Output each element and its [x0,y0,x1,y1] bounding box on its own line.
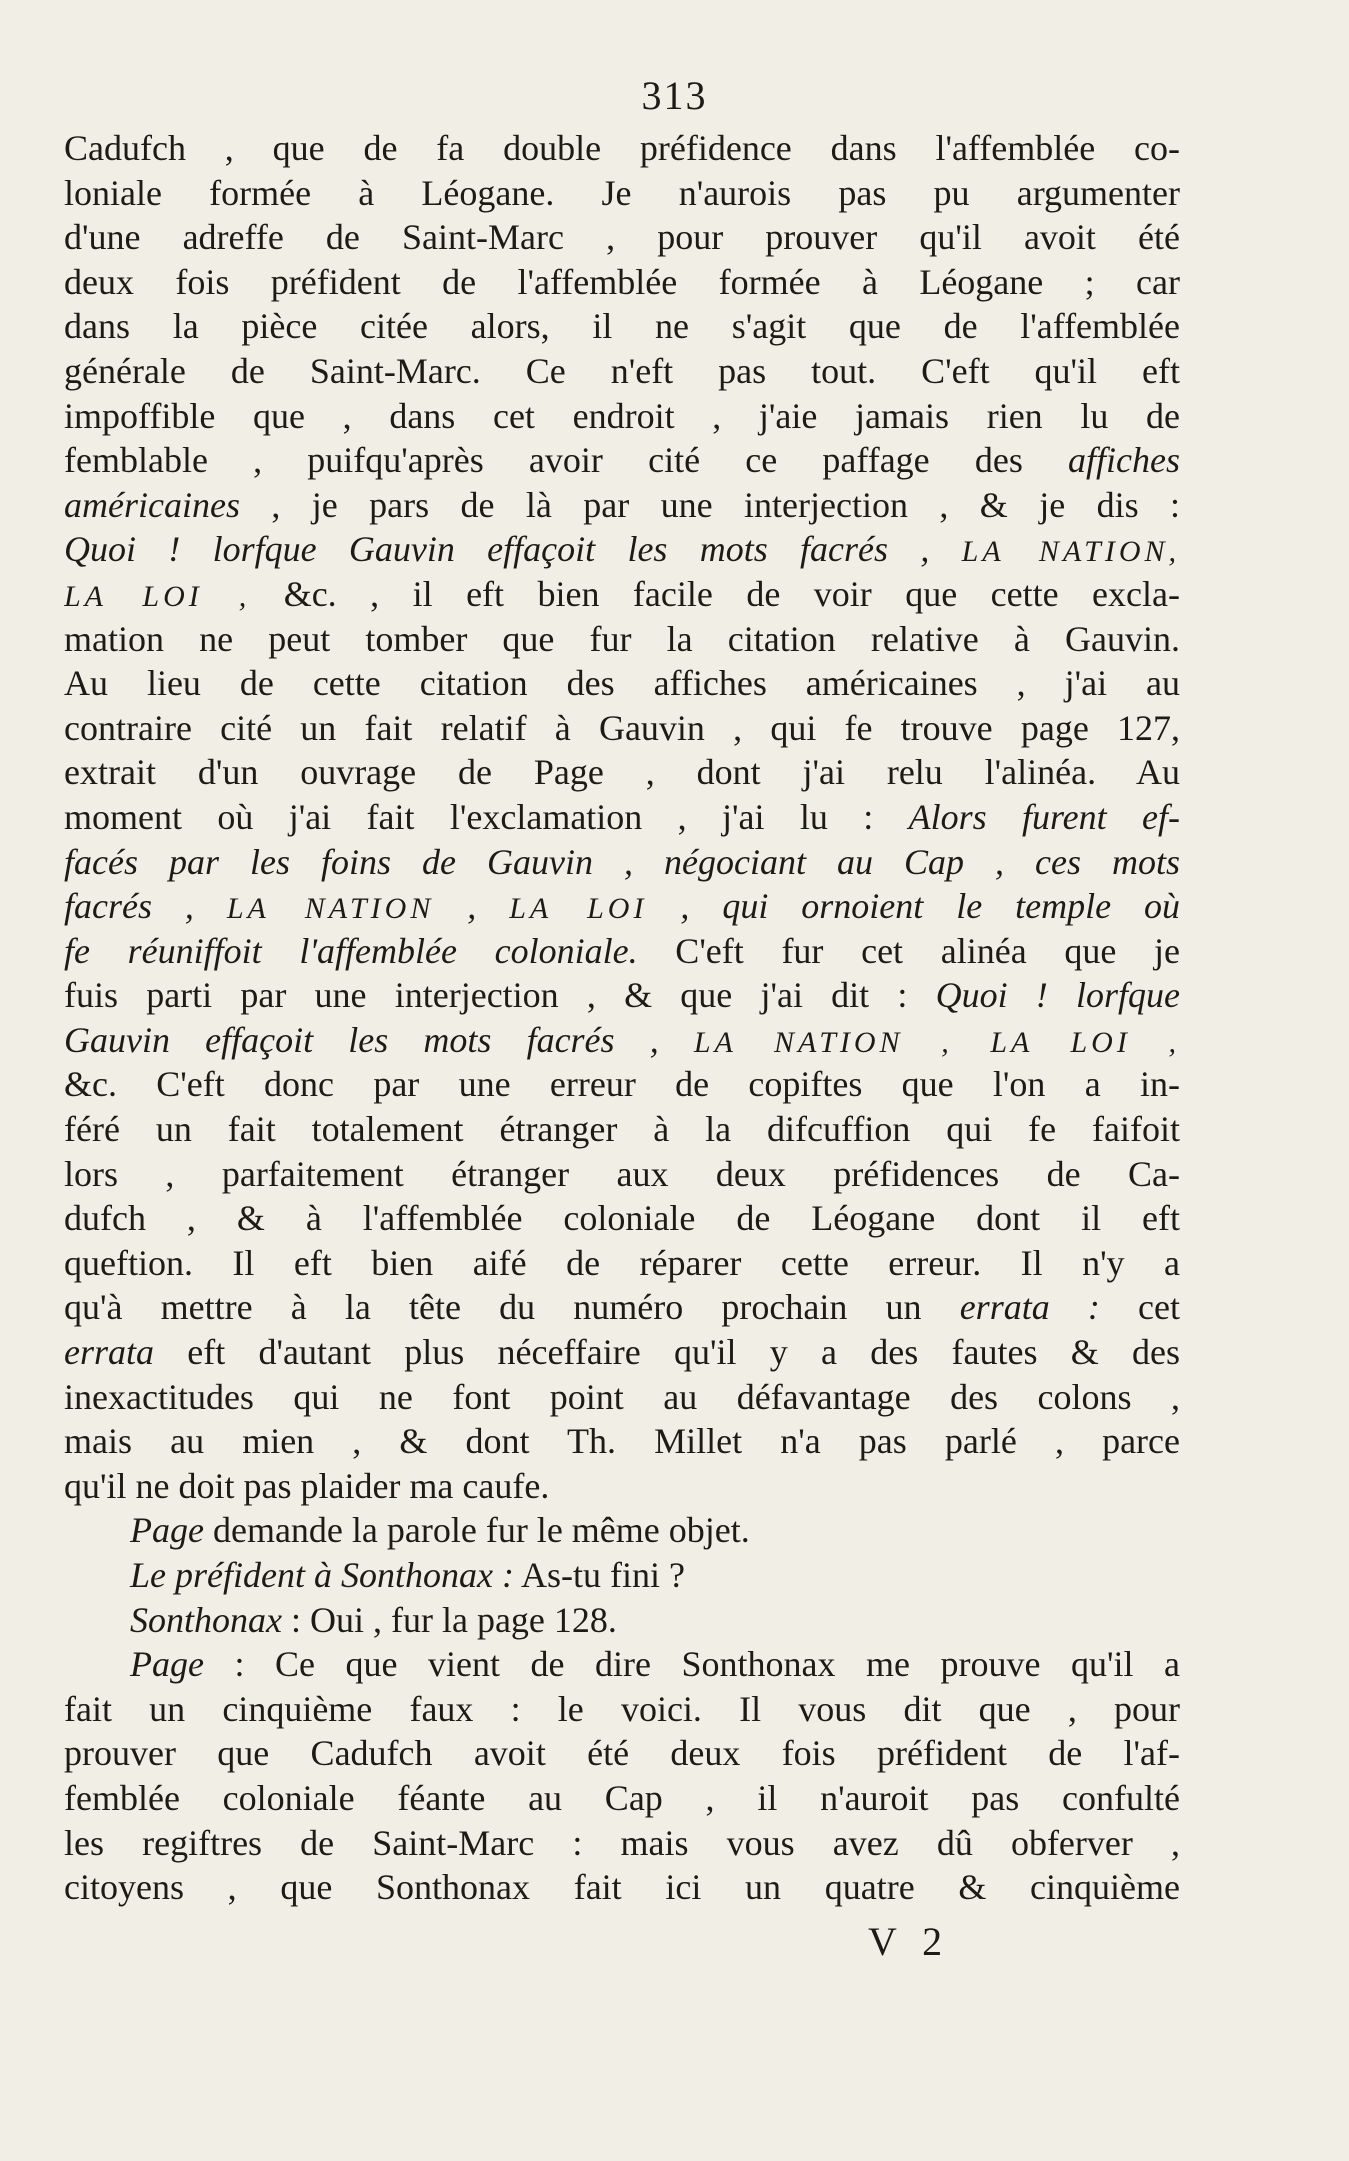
text-run: , [434,886,510,927]
text-run: facrés , [64,886,227,927]
text-run: : Ce que vient de dire Sonthonax me prouve qu'il a [203,1644,1180,1685]
page-number: 313 [641,73,708,118]
text-run: citoyens , que Sonthonax fait ici un quatre & cinquième [64,1867,1180,1908]
text-run: LA LOI , [64,579,251,613]
text-line [64,1375,1180,1420]
text-run: moment où j'ai fait l'exclamation , j'ai lu : [64,796,909,837]
text-line [64,215,1180,260]
text-line [64,171,1180,216]
text-run: féré un fait totalement étranger à la difcuffion qui fe faifoit [64,1109,1180,1150]
text-run: extrait d'un ouvrage de Page , dont j'ai relu l'alinéa. Au [64,752,1180,793]
text-run: Le préfident à Sonthonax : [130,1555,514,1595]
text-run: LA LOI [509,892,648,926]
text-line [64,349,1180,394]
text-run: loniale formée à Léogane. Je n'aurois pas pu argumenter [64,172,1180,213]
text-run: , je pars de là par une interjection , & je dis : [239,484,1180,525]
text-line [64,1107,1180,1152]
text-run: impoffible que , dans cet endroit , j'aie jamais rien lu de [64,395,1180,436]
text-run: eft d'autant plus néceffaire qu'il y a des fautes & des [154,1332,1180,1373]
text-run: femblée coloniale féante au Cap , il n'auroit pas confulté [64,1777,1180,1818]
text-run: contraire cité un fait relatif à Gauvin , qui fe trouve page 127, [64,707,1180,748]
text-run: générale de Saint-Marc. Ce n'eft pas tout. C'eft qu'il eft [64,350,1180,391]
text-line [64,1821,1180,1866]
text-line [64,1241,1180,1286]
text-line [64,973,1180,1018]
text-run: femblable , puifqu'après avoir cité ce paffage des [64,440,1069,481]
text-run: Page [130,1644,204,1685]
text-line [64,929,1180,974]
signature-mark: V 2 [868,1919,951,1964]
text-line [64,795,1180,840]
text-run: Quoi ! lorfque Gauvin effaçoit les mots facrés , [64,529,962,570]
text-line [64,304,1180,349]
text-line [64,750,1180,795]
text-run: queftion. Il eft bien aifé de réparer cette erreur. Il n'y a [64,1242,1180,1283]
text-run: américaines [64,484,240,525]
text-run: dans la pièce citée alors, il ne s'agit que de l'affemblée [64,306,1180,347]
text-line [64,527,1180,572]
text-run: fait un cinquième faux : le voici. Il vous dit que , pour [64,1688,1180,1729]
text-run: Alors furent ef- [908,796,1180,837]
text-line [64,706,1180,751]
text-line [64,884,1180,929]
text-run: errata [64,1332,154,1373]
text-run: Cadufch , que de fa double préfidence dans l'affemblée co- [64,128,1180,168]
text-run: , qui ornoient le temple où [647,886,1180,927]
text-run: C'eft fur cet alinéa que je [637,930,1180,971]
text-line [64,617,1180,662]
text-run: Sonthonax [130,1599,282,1640]
text-line [64,438,1180,483]
text-line [64,1687,1180,1732]
text-run: qu'il ne doit pas plaider ma caufe. [64,1465,550,1506]
text-line [64,1508,1180,1553]
text-line [64,1776,1180,1821]
text-run: Page [130,1510,204,1551]
text-run: &c. , il eft bien facile de voir que cette excla- [250,573,1180,614]
text-line [64,1553,1180,1598]
text-run: affiches [1068,440,1180,481]
text-run: errata : [959,1287,1100,1328]
text-line [64,1464,1180,1509]
text-run: mation ne peut tomber que fur la citation relative à Gauvin. [64,618,1180,659]
text-run: As-tu fini ? [513,1555,685,1595]
text-line [64,394,1180,439]
text-line [64,1865,1180,1910]
text-run: : Oui , fur la page 128. [281,1599,617,1640]
text-line [64,1330,1180,1375]
text-line [64,1731,1180,1776]
text-run: LA NATION [226,892,435,926]
text-run: fe réuniffoit l'affemblée coloniale. [64,930,638,971]
body-text [64,126,1180,1910]
text-run: inexactitudes qui ne font point au défavantage des colons , [64,1376,1180,1417]
text-line [64,1642,1180,1687]
text-run: LA NATION, [961,535,1180,569]
text-run: d'une adreffe de Saint-Marc , pour prouver qu'il avoit été [64,217,1180,258]
text-run: Quoi ! lorfque [935,975,1180,1016]
text-line [64,126,1180,171]
text-line [64,1062,1180,1107]
text-run: facés par les foins de Gauvin , négociant au Cap , ces mots [64,841,1180,882]
text-line [64,1152,1180,1197]
text-run: dufch , & à l'affemblée coloniale de Léogane dont il eft [64,1198,1180,1239]
text-line [64,661,1180,706]
text-run: Gauvin effaçoit les mots facrés , [64,1019,694,1060]
text-line [64,483,1180,528]
text-run: qu'à mettre à la tête du numéro prochain un [64,1287,960,1328]
text-line [64,840,1180,885]
text-run: &c. C'eft donc par une erreur de copiftes que l'on a in- [64,1064,1180,1105]
text-run: prouver que Cadufch avoit été deux fois préfident de l'af- [64,1733,1180,1774]
text-run: LA NATION , LA LOI , [693,1025,1180,1059]
text-line [64,1018,1180,1063]
text-line [64,1598,1180,1643]
text-run: fuis parti par une interjection , & que j'ai dit : [64,975,936,1016]
text-run: lors , parfaitement étranger aux deux préfidences de Ca- [64,1153,1180,1194]
text-run: cet [1099,1287,1180,1328]
text-line [64,1285,1180,1330]
text-line [64,260,1180,305]
text-run: mais au mien , & dont Th. Millet n'a pas parlé , parce [64,1421,1180,1462]
text-line [64,1419,1180,1464]
text-line [64,1196,1180,1241]
text-run: Au lieu de cette citation des affiches américaines , j'ai au [64,663,1180,704]
text-run: deux fois préfident de l'affemblée formée à Léogane ; car [64,261,1180,302]
text-line [64,572,1180,617]
text-run: demande la parole fur le même objet. [203,1510,750,1551]
text-run: les regiftres de Saint-Marc : mais vous avez dû obferver , [64,1822,1180,1863]
